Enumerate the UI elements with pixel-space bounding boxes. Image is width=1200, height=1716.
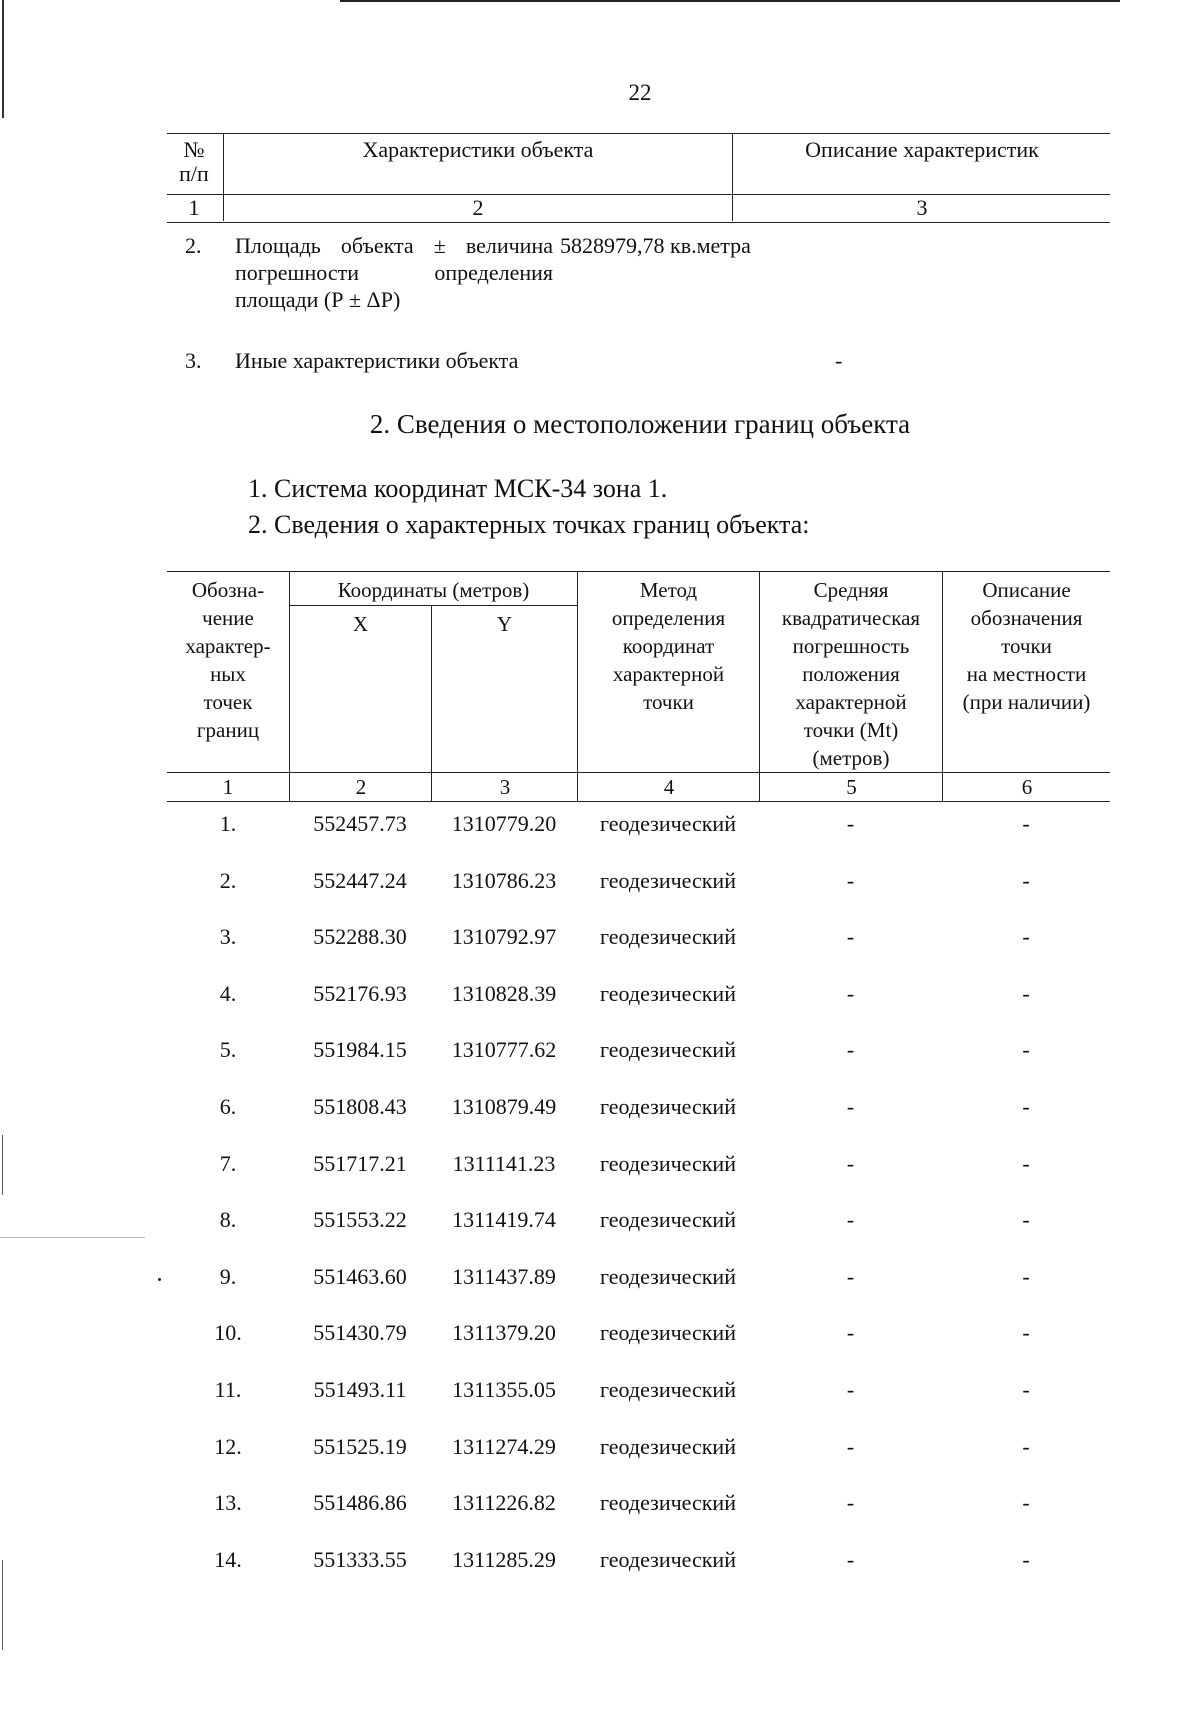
scan-edge-left-mark bbox=[2, 1560, 3, 1650]
point-description: - bbox=[1022, 867, 1030, 893]
method: геодезический bbox=[600, 1150, 736, 1176]
header-designation: Обозна- чение характер- ных точек границ bbox=[185, 578, 271, 742]
point-description: - bbox=[1022, 1490, 1030, 1516]
index-cell: 1 bbox=[188, 195, 200, 220]
table-row bbox=[167, 924, 1110, 981]
coord-y: 1310828.39 bbox=[451, 980, 557, 1006]
list-item-coordinate-system: 1. Система координат МСК-34 зона 1. bbox=[248, 474, 668, 503]
method: геодезический bbox=[600, 1320, 736, 1346]
characteristics-table bbox=[167, 133, 1110, 223]
point-number: 3. bbox=[219, 924, 237, 950]
method: геодезический bbox=[600, 1376, 736, 1402]
mean-error: - bbox=[846, 980, 855, 1006]
list-item-points-info: 2. Сведения о характерных точках границ объекта: bbox=[248, 510, 810, 539]
table-row bbox=[167, 811, 1110, 868]
coord-x: 551525.19 bbox=[313, 1433, 407, 1459]
mean-error: - bbox=[846, 1150, 855, 1176]
point-number: 11. bbox=[214, 1376, 242, 1402]
mean-error: - bbox=[846, 1546, 855, 1572]
method: геодезический bbox=[600, 1207, 736, 1233]
method: геодезический bbox=[600, 924, 736, 950]
coord-y: 1311285.29 bbox=[452, 1546, 556, 1572]
index-cell: 5 bbox=[759, 773, 943, 801]
coord-y: 1310779.20 bbox=[451, 811, 557, 836]
header-point-description: Описание обозначения точки на местности (при наличии) bbox=[942, 572, 1110, 772]
method: геодезический bbox=[600, 1490, 736, 1516]
table-row bbox=[167, 1207, 1110, 1264]
coord-x: 552447.24 bbox=[313, 867, 407, 893]
point-description: - bbox=[1022, 1150, 1030, 1176]
mean-error: - bbox=[846, 1207, 855, 1233]
coord-y: 1311355.05 bbox=[452, 1376, 556, 1402]
point-number: 1. bbox=[219, 811, 237, 836]
point-description: - bbox=[1022, 924, 1030, 950]
section-title: 2. Сведения о местоположении границ объекта bbox=[369, 409, 911, 439]
point-description: - bbox=[1022, 1433, 1030, 1459]
mean-error: - bbox=[846, 1320, 855, 1346]
header-number: № п/п bbox=[179, 137, 209, 186]
point-description: - bbox=[1022, 980, 1030, 1006]
point-number: 6. bbox=[219, 1093, 237, 1119]
index-cell: 4 bbox=[577, 773, 760, 801]
point-description: - bbox=[1022, 1320, 1030, 1346]
header-x: X bbox=[289, 606, 431, 772]
coord-x: 551717.21 bbox=[313, 1150, 407, 1176]
row-number: 3. bbox=[185, 348, 202, 373]
table-row bbox=[167, 1434, 1110, 1491]
coord-x: 551808.43 bbox=[313, 1093, 407, 1119]
coord-x: 552288.30 bbox=[313, 924, 407, 950]
mean-error: - bbox=[846, 867, 855, 893]
points-table bbox=[167, 571, 1110, 802]
header-y: Y bbox=[431, 606, 577, 772]
point-number: 9. bbox=[219, 1263, 237, 1289]
table-row bbox=[167, 1320, 1110, 1377]
row-value: 5828979,78 кв.метра bbox=[560, 233, 751, 258]
mean-error: - bbox=[846, 1490, 855, 1516]
coord-x: 552176.93 bbox=[313, 980, 407, 1006]
coord-y: 1310786.23 bbox=[451, 867, 557, 893]
coord-y: 1311437.89 bbox=[452, 1263, 556, 1289]
index-cell: 6 bbox=[942, 773, 1111, 801]
point-number: 10. bbox=[214, 1320, 242, 1346]
table-row bbox=[167, 868, 1110, 925]
row-label: Площадь объекта ± величина погрешности определения площади (Р ± ΔР) bbox=[235, 233, 553, 312]
coord-x: 551486.86 bbox=[313, 1490, 407, 1516]
method: геодезический bbox=[600, 867, 736, 893]
table-header bbox=[167, 571, 1110, 772]
index-cell: 3 bbox=[431, 773, 578, 801]
table-row bbox=[167, 1037, 1110, 1094]
table-row bbox=[167, 1094, 1110, 1151]
coord-x: 551430.79 bbox=[313, 1320, 407, 1346]
row-label: Иные характеристики объекта bbox=[235, 348, 519, 373]
row-value: - bbox=[835, 348, 843, 373]
point-number: 2. bbox=[219, 867, 237, 893]
mean-error: - bbox=[846, 1263, 855, 1289]
coord-x: 552457.73 bbox=[313, 811, 407, 836]
scan-artifact-line bbox=[0, 1237, 145, 1238]
point-description: - bbox=[1022, 1376, 1030, 1402]
table-index-row bbox=[167, 194, 1110, 223]
coord-x: 551553.22 bbox=[313, 1207, 407, 1233]
table-header bbox=[167, 133, 1110, 194]
table-row bbox=[167, 1264, 1110, 1321]
index-cell: 3 bbox=[732, 195, 1111, 221]
point-description: - bbox=[1022, 1546, 1030, 1572]
point-description: - bbox=[1022, 1037, 1030, 1063]
header-error: Средняя квадратическая погрешность положения характерной точки (Mt) (метров) bbox=[759, 572, 942, 772]
coord-x: 551333.55 bbox=[313, 1546, 407, 1572]
coord-y: 1310777.62 bbox=[451, 1037, 557, 1063]
method: геодезический bbox=[600, 1546, 736, 1572]
table-index-row bbox=[167, 772, 1110, 802]
coord-x: 551463.60 bbox=[313, 1263, 407, 1289]
table-row bbox=[167, 1547, 1110, 1604]
coord-y: 1310792.97 bbox=[451, 924, 557, 950]
method: геодезический bbox=[600, 1093, 736, 1119]
mean-error: - bbox=[846, 811, 855, 836]
page-number: 22 bbox=[628, 80, 652, 105]
mean-error: - bbox=[846, 924, 855, 950]
coord-y: 1311274.29 bbox=[452, 1433, 556, 1459]
point-number: 13. bbox=[214, 1490, 242, 1516]
header-coordinates: Координаты (метров) bbox=[289, 572, 577, 606]
point-description: - bbox=[1022, 1263, 1030, 1289]
scan-speck bbox=[158, 1278, 161, 1281]
method: геодезический bbox=[600, 980, 736, 1006]
mean-error: - bbox=[846, 1433, 855, 1459]
table-row bbox=[167, 1151, 1110, 1208]
point-description: - bbox=[1022, 1207, 1030, 1233]
header-description: Описание характеристик bbox=[732, 134, 1111, 194]
table-row bbox=[167, 1377, 1110, 1434]
row-number: 2. bbox=[185, 233, 202, 258]
point-number: 5. bbox=[219, 1037, 237, 1063]
point-number: 4. bbox=[219, 980, 237, 1006]
coord-x: 551984.15 bbox=[313, 1037, 407, 1063]
method: геодезический bbox=[600, 1037, 736, 1063]
coord-x: 551493.11 bbox=[313, 1376, 407, 1402]
point-number: 12. bbox=[214, 1433, 242, 1459]
point-number: 7. bbox=[219, 1150, 237, 1176]
table-row bbox=[167, 1490, 1110, 1547]
index-cell: 1 bbox=[222, 775, 234, 799]
method: геодезический bbox=[600, 1263, 736, 1289]
method: геодезический bbox=[600, 811, 736, 836]
coord-y: 1311379.20 bbox=[452, 1320, 556, 1346]
point-number: 8. bbox=[219, 1207, 237, 1233]
mean-error: - bbox=[846, 1376, 855, 1402]
index-cell: 2 bbox=[223, 195, 732, 221]
index-cell: 2 bbox=[289, 773, 432, 801]
point-description: - bbox=[1022, 1093, 1030, 1119]
coord-y: 1310879.49 bbox=[451, 1093, 557, 1119]
mean-error: - bbox=[846, 1037, 855, 1063]
scan-edge-left-mark bbox=[2, 1135, 3, 1195]
method: геодезический bbox=[600, 1433, 736, 1459]
scan-edge-top bbox=[340, 0, 1120, 2]
coord-y: 1311226.82 bbox=[452, 1490, 556, 1516]
header-characteristics: Характеристики объекта bbox=[223, 134, 732, 194]
header-method: Метод определения координат характерной точки bbox=[577, 572, 759, 772]
coord-y: 1311419.74 bbox=[452, 1207, 556, 1233]
table-row bbox=[167, 981, 1110, 1038]
coord-y: 1311141.23 bbox=[452, 1150, 556, 1176]
points-table-body bbox=[167, 811, 1110, 1603]
point-number: 14. bbox=[214, 1546, 242, 1572]
mean-error: - bbox=[846, 1093, 855, 1119]
point-description: - bbox=[1022, 811, 1030, 836]
